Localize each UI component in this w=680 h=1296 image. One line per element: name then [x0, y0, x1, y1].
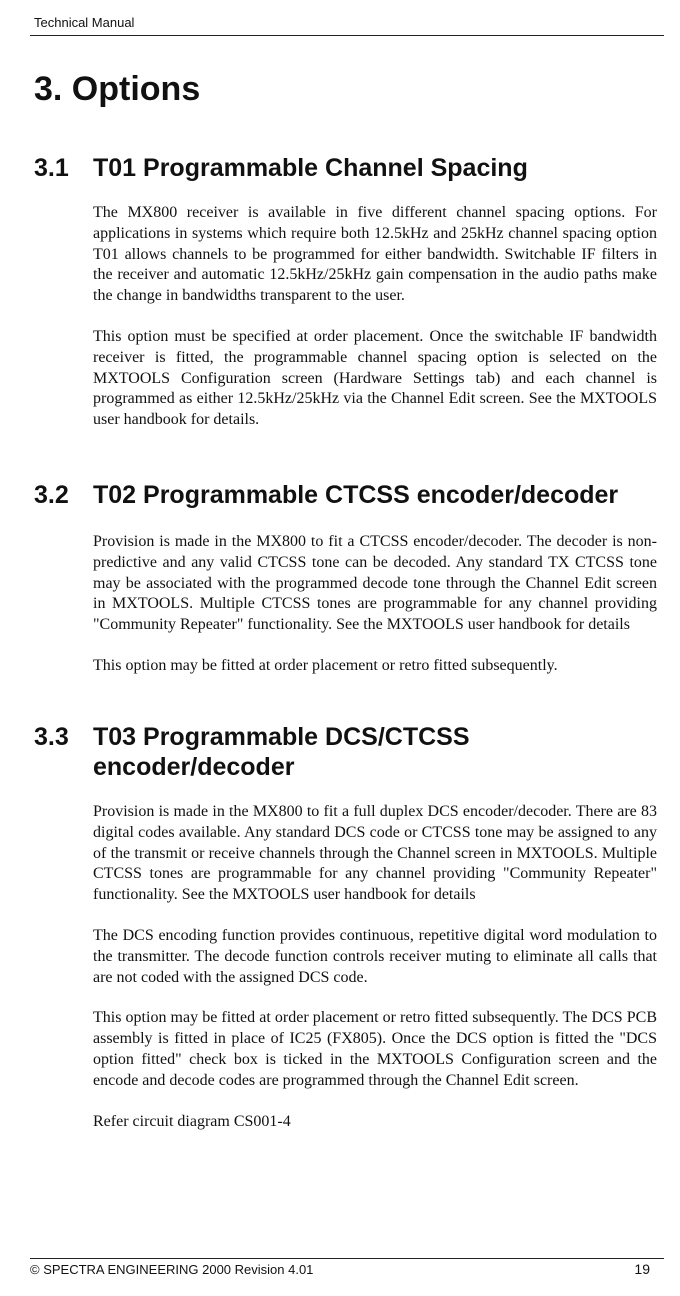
section-heading: [34, 722, 664, 782]
chapter-title: 3. Options: [34, 70, 201, 108]
footer-copyright: © SPECTRA ENGINEERING 2000 Revision 4.01: [30, 1262, 314, 1277]
running-header: Technical Manual: [34, 15, 135, 30]
paragraph: Provision is made in the MX800 to fit a CTCSS encoder/decoder. The decoder is non-predictive and any valid CTCSS tone can be decoded. Any standard TX CTCSS tone may be associated with the programmed decode tone through the Channel Edit screen in MXTOOLS. Multiple CTCSS tones are programmable for any channel providing "Community Repeater" functionality. See the MXTOOLS user handbook for details: [93, 533, 657, 634]
header-rule: [30, 35, 664, 36]
section-number: 3.2: [34, 481, 69, 509]
section-number: 3.3: [34, 723, 69, 751]
section-3-3: [34, 722, 664, 1132]
section-heading: [34, 480, 664, 510]
section-title: T01 Programmable Channel Spacing: [93, 154, 528, 182]
section-3-2: [34, 480, 664, 677]
paragraph: The DCS encoding function provides continuous, repetitive digital word modulation to the transmitter. The decode function controls receiver muting to eliminate all calls that are not coded with the assigned DCS code.: [93, 926, 657, 986]
paragraph: Provision is made in the MX800 to fit a full duplex DCS encoder/decoder. There are 83 digital codes available. Any standard DCS code or CTCSS tone may be assigned to any of the transmit or receive channels through the Channel screen in MXTOOLS. Multiple CTCSS tones are programmable for any channel providing "Community Repeater" functionality. See the MXTOOLS user handbook for details: [93, 803, 657, 904]
page-number: 19: [634, 1261, 650, 1277]
paragraph: This option may be fitted at order placement or retro fitted subsequently. The DCS PCB assembly is fitted in place of IC25 (FX805). Once the DCS option is fitted the "DCS option fitted" check box is ticked in the MXTOOLS Configuration screen and the encode and decode codes are programmed through the Channel Edit screen.: [93, 1009, 657, 1089]
section-title: T02 Programmable CTCSS encoder/decoder: [93, 481, 619, 509]
section-heading: [34, 153, 664, 183]
section-title: T03 Programmable DCS/CTCSS encoder/decoder: [93, 723, 470, 781]
section-number: 3.1: [34, 154, 69, 182]
footer-rule: [30, 1258, 664, 1259]
paragraph: Refer circuit diagram CS001-4: [93, 1112, 291, 1130]
section-3-1: [34, 153, 664, 431]
paragraph: This option must be specified at order placement. Once the switchable IF bandwidth receiver is fitted, the programmable channel spacing option is selected on the MXTOOLS Configuration screen (Hardware Settings tab) and each channel is programmed as either 12.5kHz/25kHz via the Channel Edit screen. See the MXTOOLS user handbook for details.: [93, 327, 657, 429]
paragraph: This option may be fitted at order placement or retro fitted subsequently.: [93, 656, 558, 674]
paragraph: The MX800 receiver is available in five different channel spacing options. For applications in systems which require both 12.5kHz and 25kHz channel spacing option T01 allows channels to be programmed for either bandwidth. Switchable IF filters in the receiver and automatic 12.5kHz/25kHz gain compensation in the audio paths make the change in bandwidths transparent to the user.: [93, 204, 657, 305]
